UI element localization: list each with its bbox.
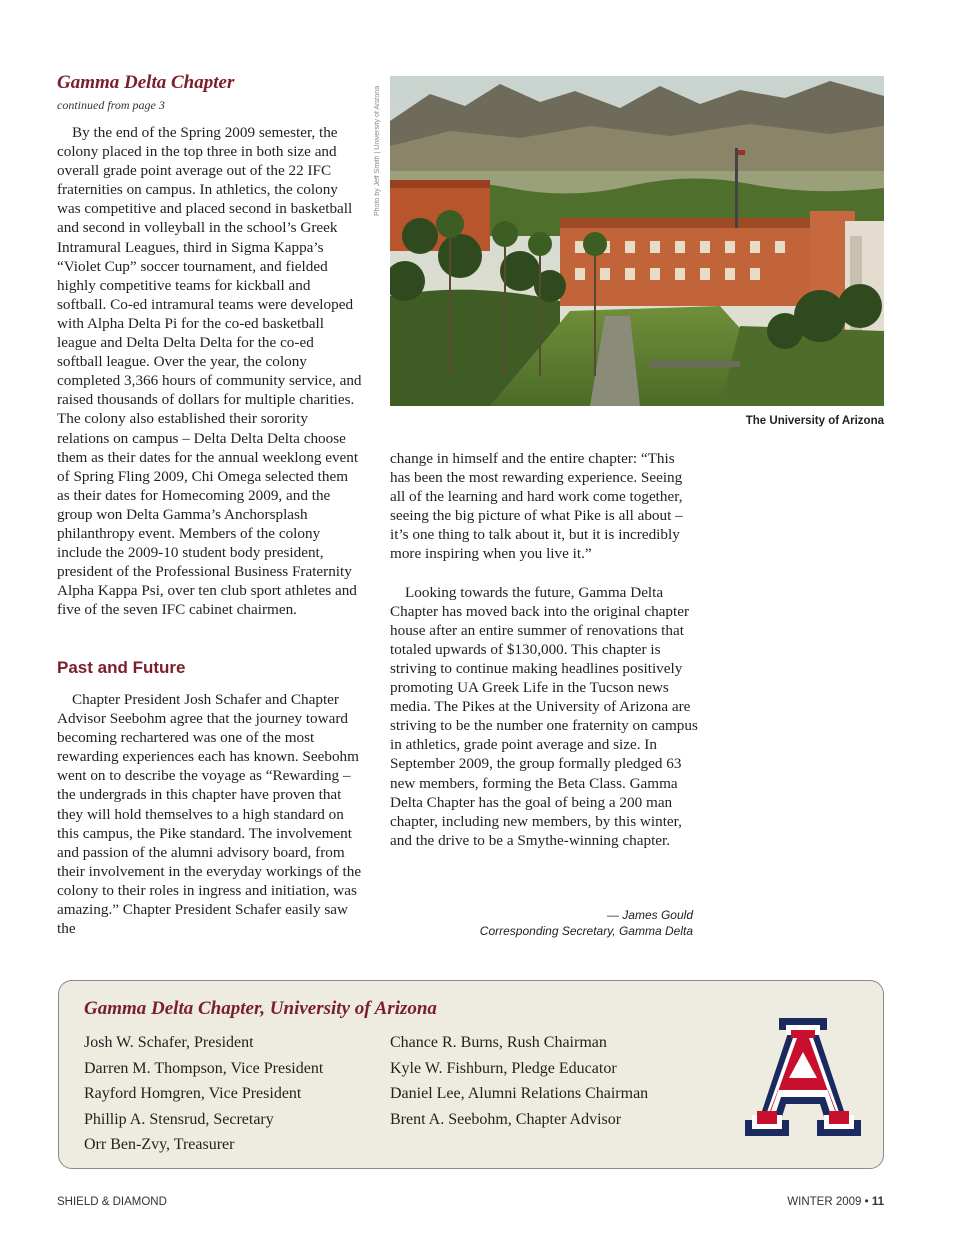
section-heading: Past and Future (57, 658, 186, 677)
photo-caption: The University of Arizona (745, 415, 884, 427)
officer-list-left (84, 1030, 323, 1158)
paragraph-quote: change in himself and the entire chapter: “This has been the most rewarding experience. Seeing all of the learning and hard work come together, seeing the big picture of what Pike is all about – it’s one thing to talk about it, but it is incredibly more inspiring when you live it.” (390, 450, 683, 563)
continued-note: continued from page 3 (57, 98, 165, 112)
article-column-2 (390, 449, 698, 850)
author-signature (480, 907, 693, 939)
university-of-arizona-logo-icon (741, 1016, 865, 1138)
paragraph-future: Looking towards the future, Gamma Delta Chapter has moved back into the original chapter house after an entire summer of renovations that totaled upwards of $130,000. This chapter is striving to continue making headlines positively promoting UA Greek Life in the Tucson news media. The Pikes at the University of Arizona are striving to be the number one fraternity on campus in athletics, grade point average and size. In September 2009, the group formally pledged 63 new members, forming the Beta Class. Gamma Delta Chapter has the goal of being a 200 man chapter, including new members, by this winter, and the drive to be a Smythe-winning chapter. (390, 583, 698, 849)
chapter-heading: Gamma Delta Chapter (57, 72, 235, 93)
list-item: Orr Ben-Zvy, Treasurer (84, 1136, 235, 1153)
page-number: 11 (871, 1196, 884, 1208)
list-item: Chance R. Burns, Rush Chairman (390, 1034, 607, 1051)
list-item: Kyle W. Fishburn, Pledge Educator (390, 1059, 617, 1077)
author-name: — James Gould (606, 908, 693, 922)
roster-title: Gamma Delta Chapter, University of Arizona (84, 998, 437, 1019)
footer-publication: SHIELD & DIAMOND (57, 1196, 167, 1208)
article-column-1-top (57, 123, 362, 619)
chapter-officer-roster (58, 980, 884, 1169)
officer-list-right (390, 1030, 648, 1132)
issue-label: WINTER 2009 • (787, 1196, 869, 1208)
list-item: Brent A. Seebohm, Chapter Advisor (390, 1110, 622, 1128)
footer-issue (787, 1196, 884, 1208)
author-title: Corresponding Secretary, Gamma Delta (479, 924, 693, 938)
list-item: Josh W. Schafer, President (84, 1034, 254, 1051)
paragraph-journey: Chapter President Josh Schafer and Chapter Advisor Seebohm agree that the journey toward becoming rechartered was one of the most rewarding experiences each has known. Seebohm went on to describe the voyage as “Rewarding – the undergrads in this chapter have proven that they will hold themselves to a high standard on this campus, the Pike standard. The involvement and passion of the alumni advisory board, from their involvement in the everyday workings of the colony to their roles in ingress and initiation, was amazing.” Chapter President Schafer easily saw the (57, 691, 362, 938)
article-column-1-bottom (57, 690, 362, 938)
list-item: Darren M. Thompson, Vice President (84, 1059, 324, 1077)
photo-credit: Photo by Jeff Smith | University of Arizona (374, 85, 381, 216)
paragraph-accomplishments: By the end of the Spring 2009 semester, the colony placed in the top three in both size and overall grade point average out of the 22 IFC fraternities on campus. In athletics, the colony was competitive and placed second in basketball and second in volleyball in the school’s Greek Intramural Leagues, third in Sigma Kappa’s “Violet Cup” soccer tournament, and fielded highly competitive teams for kickball and softball. Co-ed intramural teams were developed with Alpha Delta Pi for the co-ed basketball league and Delta Delta Delta for the co-ed softball league. Over the year, the colony completed 3,366 hours of community service, and raised thousands of dollars for multiple charities. The colony also established their sorority relations on campus – Delta Delta Delta choose them as their dates for the annual weeklong event of Spring Fling 2009, Chi Omega selected them as their dates for Homecoming 2009, and the group won Delta Gamma’s Anchorsplash philanthropy event. Members of the colony include the 2009-10 student body president, president of the Professional Business Fraternity Alpha Kappa Psi, over ten club sport athletes and five of the seven IFC cabinet chairmen. (57, 124, 362, 619)
list-item: Rayford Homgren, Vice President (84, 1085, 302, 1102)
list-item: Daniel Lee, Alumni Relations Chairman (390, 1085, 649, 1102)
campus-photo (390, 76, 884, 406)
list-item: Phillip A. Stensrud, Secretary (84, 1110, 274, 1128)
